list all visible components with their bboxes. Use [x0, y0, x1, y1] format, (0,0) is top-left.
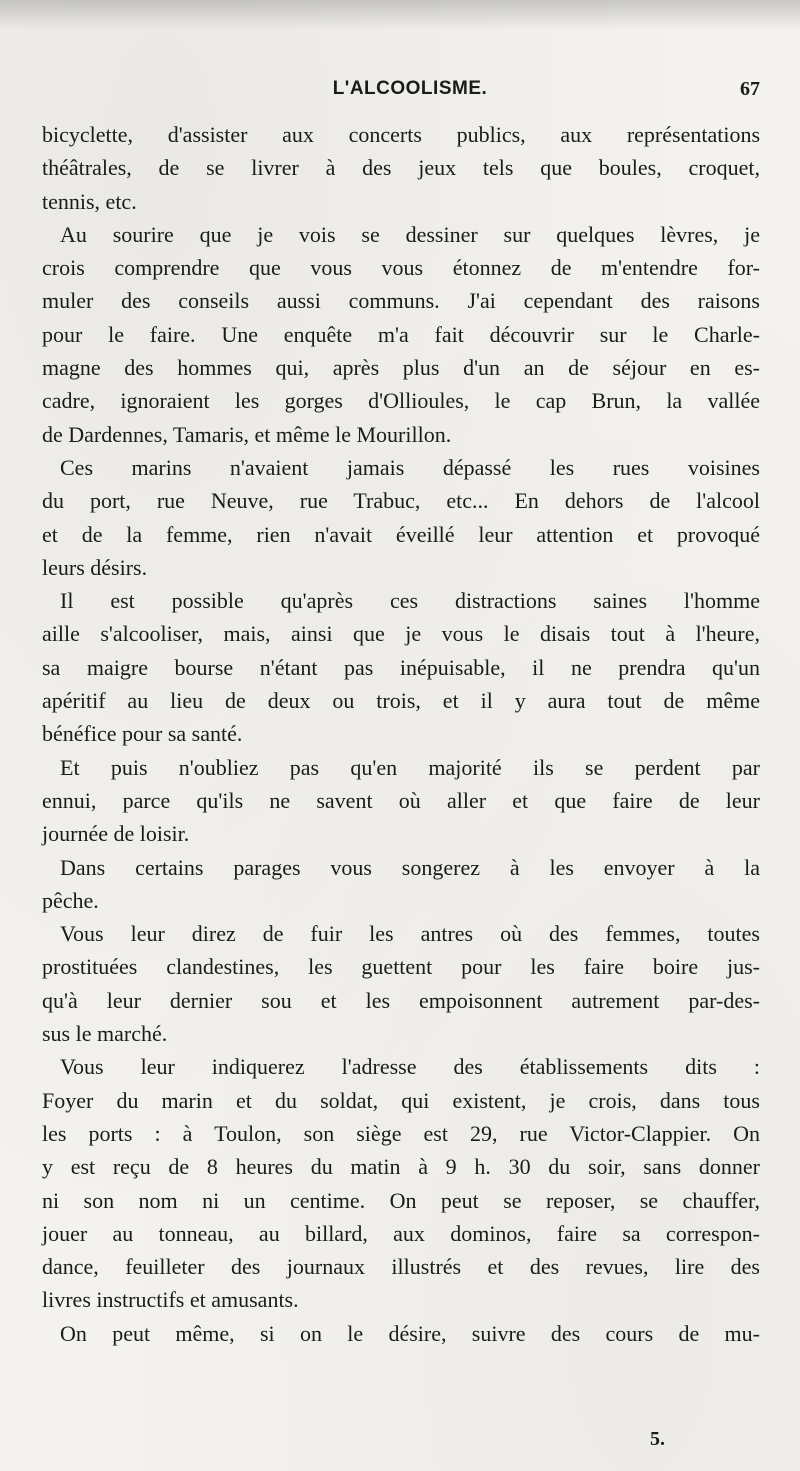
- running-title: L'ALCOOLISME.: [332, 78, 488, 99]
- scan-edge-shadow: [0, 0, 800, 30]
- text-line: bicyclette, d'assister aux concerts publics, aux représentations: [42, 122, 760, 147]
- text-line: ni son nom ni un centime. On peut se reposer, se chauffer,: [42, 1187, 760, 1213]
- page-header: [60, 78, 760, 110]
- text-line: de Dardennes, Tamaris, et même le Mourillon.: [42, 421, 452, 447]
- text-line: On peut même, si on le désire, suivre des cours de mu-: [60, 1320, 760, 1346]
- text-line: leurs désirs.: [42, 554, 148, 580]
- text-line: Il est possible qu'après ces distractions saines l'homme: [60, 588, 760, 614]
- text-line: Et puis n'oubliez pas qu'en majorité ils se perdent par: [60, 754, 760, 780]
- text-line: muler des conseils aussi communs. J'ai cependant des raisons: [42, 288, 760, 314]
- text-line: magne des hommes qui, après plus d'un an de séjour en es-: [42, 355, 760, 381]
- text-line: y est reçu de 8 heures du matin à 9 h. 30 du soir, sans donner: [42, 1154, 760, 1180]
- page-number: 67: [740, 78, 760, 100]
- text-line: apéritif au lieu de deux ou trois, et il y aura tout de même: [42, 688, 760, 714]
- text-line: Vous leur direz de fuir les antres où des femmes, toutes: [60, 921, 760, 947]
- text-line: Foyer du marin et du soldat, qui existent, je crois, dans tous: [42, 1087, 760, 1113]
- text-line: bénéfice pour sa santé.: [42, 721, 243, 747]
- text-line: dance, feuilleter des journaux illustrés et des revues, lire des: [42, 1254, 760, 1280]
- body-text: [42, 118, 760, 1350]
- text-line: journée de loisir.: [42, 821, 190, 847]
- text-line: qu'à leur dernier sou et les empoisonnent autrement par-des-: [42, 987, 760, 1013]
- text-line: théâtrales, de se livrer à des jeux tels que boules, croquet,: [42, 155, 760, 181]
- text-line: crois comprendre que vous vous étonnez de m'entendre for-: [42, 255, 760, 281]
- text-line: du port, rue Neuve, rue Trabuc, etc... En dehors de l'alcool: [42, 488, 760, 514]
- text-line: livres instructifs et amusants.: [42, 1287, 299, 1313]
- text-line: ennui, parce qu'ils ne savent où aller et que faire de leur: [42, 787, 760, 813]
- text-line: prostituées clandestines, les guettent pour les faire boire jus-: [42, 954, 760, 980]
- text-line: jouer au tonneau, au billard, aux dominos, faire sa correspon-: [42, 1220, 760, 1246]
- text-line: pêche.: [42, 887, 99, 913]
- text-line: les ports : à Toulon, son siège est 29, rue Victor-Clappier. On: [42, 1120, 760, 1146]
- text-line: cadre, ignoraient les gorges d'Ollioules, le cap Brun, la vallée: [42, 388, 760, 414]
- text-line: et de la femme, rien n'avait éveillé leur attention et provoqué: [42, 521, 760, 547]
- text-line: sus le marché.: [42, 1021, 168, 1047]
- text-line: Vous leur indiquerez l'adresse des établissements dits :: [60, 1054, 760, 1080]
- text-line: Ces marins n'avaient jamais dépassé les rues voisines: [60, 454, 760, 480]
- text-line: tennis, etc.: [42, 188, 137, 214]
- signature-mark: 5.: [650, 1428, 665, 1450]
- text-line: aille s'alcooliser, mais, ainsi que je vous le disais tout à l'heure,: [42, 621, 760, 647]
- text-line: pour le faire. Une enquête m'a fait découvrir sur le Charle-: [42, 321, 760, 347]
- text-line: Dans certains parages vous songerez à les envoyer à la: [60, 854, 760, 880]
- text-line: Au sourire que je vois se dessiner sur quelques lèvres, je: [60, 221, 760, 247]
- text-line: sa maigre bourse n'étant pas inépuisable, il ne prendra qu'un: [42, 654, 760, 680]
